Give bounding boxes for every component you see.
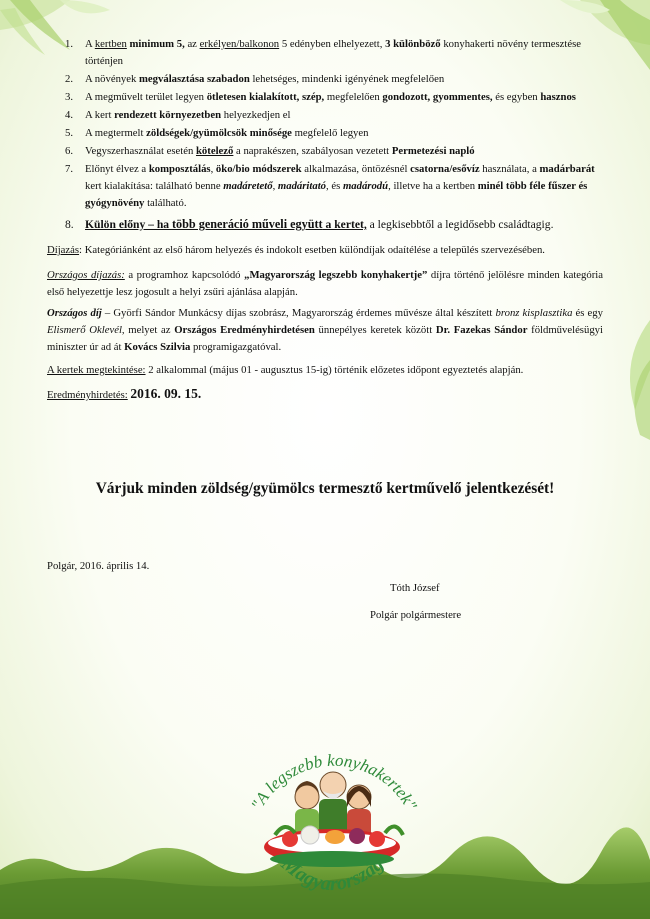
text: és egy — [572, 307, 603, 319]
text: a programhoz kapcsolódó — [124, 269, 245, 281]
text: erkélyen/balkonon — [199, 38, 280, 50]
text: Eredményhirdetés: — [47, 389, 128, 401]
text: rendezett környezetben — [114, 109, 222, 121]
text: megválasztása szabadon — [139, 73, 250, 85]
list-item — [47, 71, 603, 88]
text: megfelelően — [324, 91, 383, 103]
text: : Kategóriánként az első három helyezés és indokolt esetben különdíjak odaítélése a település szervezésében. — [79, 244, 545, 256]
list-item — [47, 216, 603, 233]
list-item — [47, 143, 603, 160]
national-prize-paragraph — [47, 267, 603, 301]
text: melyet az — [124, 324, 175, 336]
text: konyhakerti növény termesztése történjen — [85, 38, 582, 67]
text: ötletesen kialakított, szép, — [206, 91, 325, 103]
text: madárbarát — [539, 163, 595, 175]
list-number: 8. — [65, 218, 74, 231]
text: A megművelt terület legyen — [85, 91, 207, 103]
text: , illetve ha a kertben — [388, 180, 478, 192]
text: alkalmazása, öntözésnél — [301, 163, 411, 175]
place-date: Polgár, 2016. április 14. — [47, 560, 150, 572]
text: kert kialakítása: található benne — [85, 180, 224, 192]
logo — [235, 735, 430, 910]
text: madáretető — [223, 180, 273, 192]
criteria-list — [47, 36, 603, 233]
text: hasznos — [540, 91, 576, 103]
text: minél több féle fűszer és gyógynövény — [85, 180, 588, 209]
signer-title: Polgár polgármestere — [370, 609, 462, 621]
text: a legkisebbtől a legidősebb családtagig. — [366, 218, 554, 231]
list-number: 7. — [65, 163, 74, 175]
text: kötelező — [195, 145, 234, 157]
list-number: 4. — [65, 109, 74, 121]
list-number: 3. — [65, 91, 74, 103]
text: „Magyarország legszebb konyhakertje” — [244, 269, 428, 281]
logo-text-top: "A legszebb konyhakertek" — [247, 750, 421, 814]
text: Permetezési napló — [391, 145, 475, 157]
text: és egyben — [492, 91, 541, 103]
text: öko/bio módszerek — [215, 163, 302, 175]
text: , — [272, 180, 278, 192]
list-number: 5. — [65, 127, 74, 139]
text: 2 alkalommal (május 01 - augusztus 15-ig) történik előzetes időpont egyeztetés alapján. — [145, 364, 524, 376]
list-item — [47, 36, 603, 70]
text: Országos díj — [47, 307, 102, 319]
list-item — [47, 89, 603, 106]
text: komposztálás — [148, 163, 211, 175]
text: madáritató — [277, 180, 327, 192]
text: helyezkedjen el — [221, 109, 291, 121]
text: – Györfi Sándor Munkácsy díjas szobrász, Magyarország érdemes művésze által készített — [101, 307, 496, 319]
viewing-paragraph — [47, 362, 603, 379]
text: , és — [326, 180, 343, 192]
text: az — [184, 38, 200, 50]
text: A — [85, 38, 95, 50]
list-number: 6. — [65, 145, 74, 157]
text: megfelelő legyen — [291, 127, 369, 139]
text: Országos díjazás: — [47, 269, 125, 281]
text: csatorna/esővíz — [410, 163, 480, 175]
text: a kertet, — [322, 218, 367, 231]
text: Előnyt élvez a — [85, 163, 149, 175]
list-item — [47, 107, 603, 124]
text: madárodú — [342, 180, 389, 192]
document-body — [47, 36, 603, 404]
text: programigazgatóval. — [190, 341, 282, 353]
result-announcement — [47, 385, 603, 404]
text: Elismerő Oklevél, — [47, 324, 125, 336]
call-to-action: Várjuk minden zöldség/gyümölcs termesztő kertművelő jelentkezését! — [95, 480, 555, 497]
list-item — [47, 125, 603, 142]
text: található. — [144, 197, 187, 209]
text: gondozott, gyommentes, — [382, 91, 493, 103]
text: zöldségek/gyümölcsök minősége — [146, 127, 292, 139]
text: több generáció műveli együtt — [171, 217, 323, 231]
national-award-paragraph — [47, 305, 603, 356]
text: minimum 5, — [129, 38, 185, 50]
text: földművelésügyi miniszter úr ad át — [47, 324, 603, 353]
text: bronz kisplasztika — [495, 307, 573, 319]
text: Országos Eredményhirdetésen — [174, 324, 315, 336]
prize-paragraph — [47, 242, 603, 259]
result-date: 2016. 09. 15. — [130, 386, 202, 401]
text: A megtermelt — [85, 127, 147, 139]
text: lehetséges, mindenki igényének megfelelően — [249, 73, 445, 85]
text: A kertek megtekintése: — [47, 364, 146, 376]
text: Vegyszerhasználat esetén — [85, 145, 196, 157]
list-item — [47, 161, 603, 212]
text: 5 edényben elhelyezett, — [279, 38, 386, 50]
list-number: 2. — [65, 73, 74, 85]
text: a naprakészen, szabályosan vezetett — [233, 145, 392, 157]
list-number: 1. — [65, 38, 74, 50]
text: A kert — [85, 109, 115, 121]
text: A növények — [85, 73, 140, 85]
text: használata, a — [479, 163, 540, 175]
logo-text-bottom: Magyarország — [276, 852, 388, 896]
text: díjra történő jelölésre minden kategória első helyezettje lesz jogosult a helyi zsűri ajánlása alapján. — [47, 269, 604, 298]
text: Díjazás — [47, 244, 80, 256]
text: Dr. Fazekas Sándor — [435, 324, 528, 336]
text: ünnepélyes keretek között — [314, 324, 436, 336]
signer-name: Tóth József — [390, 582, 440, 594]
text: 3 különböző — [385, 38, 441, 50]
text: Külön előny – ha — [85, 218, 172, 231]
text: , — [210, 163, 216, 175]
leaf-decoration-right — [610, 320, 650, 440]
text: Kovács Szilvia — [124, 341, 191, 353]
text: kertben — [94, 38, 127, 50]
